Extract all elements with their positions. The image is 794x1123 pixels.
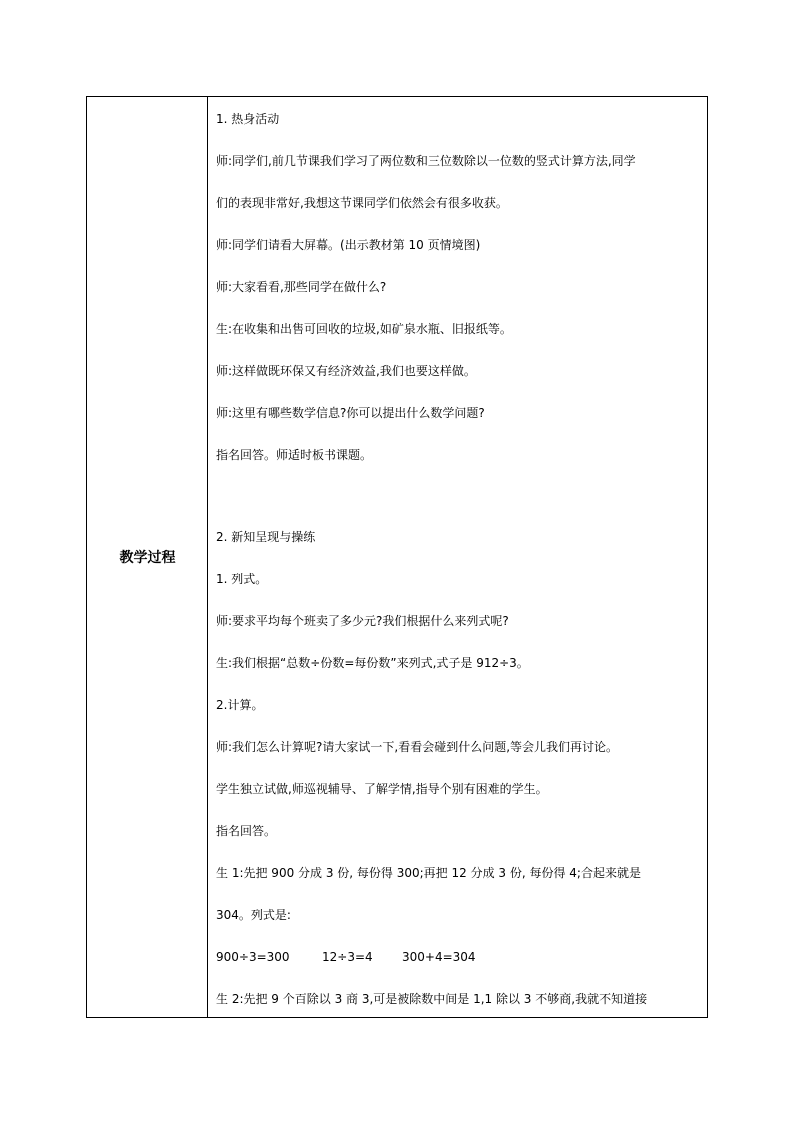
paragraph-line: 2.计算。 <box>216 698 264 712</box>
paragraph-line: 生:我们根据“总数÷份数=每份数”来列式,式子是 912÷3。 <box>216 656 529 670</box>
paragraph-line: 师:这样做既环保又有经济效益,我们也要这样做。 <box>216 364 476 378</box>
heading-warmup: 1. 热身活动 <box>216 112 280 126</box>
paragraph-line: 学生独立试做,师巡视辅导、了解学情,指导个别有困难的学生。 <box>216 782 548 796</box>
paragraph-line: 生 1:先把 900 分成 3 份, 每份得 300;再把 12 分成 3 份, 每份得 4;合起来就是 <box>216 866 641 880</box>
calculation-3: 300+4=304 <box>402 950 476 964</box>
calculation-2: 12÷3=4 <box>322 950 373 964</box>
heading-new-knowledge: 2. 新知呈现与操练 <box>216 530 316 544</box>
paragraph-line: 指名回答。 <box>216 824 277 838</box>
calculation-1: 900÷3=300 <box>216 950 290 964</box>
calculation-line <box>216 949 701 965</box>
paragraph-line: 师:要求平均每个班卖了多少元?我们根据什么来列式呢? <box>216 614 509 628</box>
paragraph-line: 师:同学们,前几节课我们学习了两位数和三位数除以一位数的竖式计算方法,同学 <box>216 154 636 168</box>
content-cell <box>208 97 707 1017</box>
paragraph-line: 们的表现非常好,我想这节课同学们依然会有很多收获。 <box>216 196 508 210</box>
paragraph-line: 师:我们怎么计算呢?请大家试一下,看看会碰到什么问题,等会儿我们再讨论。 <box>216 740 619 754</box>
paragraph-line: 师:同学们请看大屏幕。(出示教材第 10 页情境图) <box>216 238 481 252</box>
paragraph-line: 304。列式是: <box>216 908 291 922</box>
lesson-table <box>86 96 708 1018</box>
paragraph-line: 1. 列式。 <box>216 572 268 586</box>
label-cell <box>87 97 208 1017</box>
section-label: 教学过程 <box>119 550 176 566</box>
paragraph-line: 生:在收集和出售可回收的垃圾,如矿泉水瓶、旧报纸等。 <box>216 322 512 336</box>
paragraph-line: 指名回答。师适时板书课题。 <box>216 448 373 462</box>
paragraph-line: 师:这里有哪些数学信息?你可以提出什么数学问题? <box>216 406 485 420</box>
paragraph-line: 师:大家看看,那些同学在做什么? <box>216 280 387 294</box>
paragraph-line: 生 2:先把 9 个百除以 3 商 3,可是被除数中间是 1,1 除以 3 不够商,我就不知道接 <box>216 992 648 1006</box>
